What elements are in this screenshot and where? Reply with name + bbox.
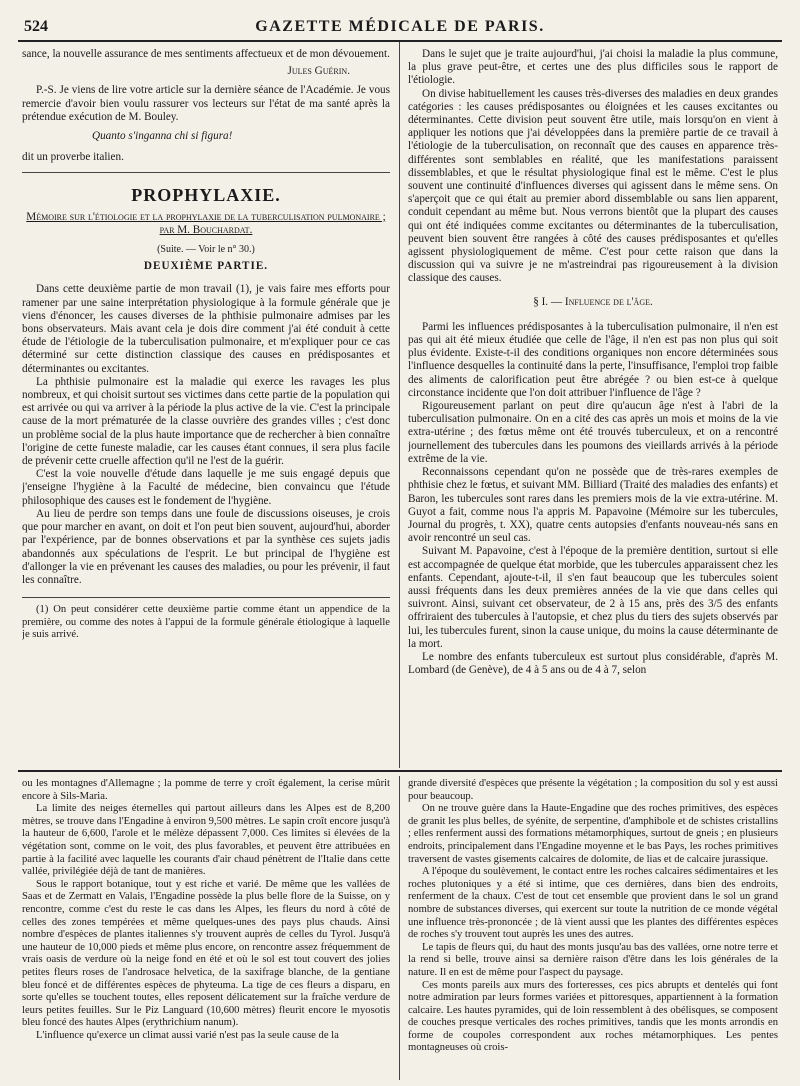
part-heading: DEUXIÈME PARTIE. (143, 260, 269, 273)
paragraph: Le tapis de fleurs qui, du haut des monts jusqu'au bas des vallées, orne notre terre et la rend si belle, trouve ainsi sa dernière raison d'être dans les lois générales de la nature. Il en est de même pour l'aspect du paysage. (408, 941, 778, 978)
continuation-note: (Suite. — Voir le n° 30.) (157, 244, 255, 256)
paragraph: C'est la voie nouvelle d'étude dans laquelle je me suis engagé depuis que j'enseigne l'hygiène à la Faculté de médecine, bien convaincu que l'étude philosophique des causes est le fondement de l'hygiène. (22, 468, 390, 507)
footnote: (1) On peut considérer cette deuxième partie comme étant un appendice de la première, ou comme des notes à l'appui de la formule générale étiologique à laquelle je suis arrivé. (22, 604, 390, 641)
paragraph: Dans le sujet que je traite aujourd'hui, j'ai choisi la maladie la plus commune, la plus grave peut-être, et certes une des plus difficiles sous le rapport de l'étiologie. (408, 48, 778, 87)
column-divider-lower (399, 776, 400, 1080)
section-title: PROPHYLAXIE. (131, 185, 281, 206)
paragraph: Reconnaissons cependant qu'on ne possède que de très-rares exemples de phthisie chez le fœtus, et suivant MM. Billiard (Traité des maladies des enfants) et Baron, les tubercules sont rares dans les premiers mois de la vie extra-utérine. M. Guyot a fait, comme nous l'a appris M. Papavoine (Mémoire sur les tubercules, Journal du progrès, t. XX), quatre cents autopsies d'enfants nouveau-nés sans en avoir rencontré un seul cas. (408, 466, 778, 545)
page-header (18, 14, 782, 42)
postscript: P.-S. Je viens de lire votre article sur la dernière séance de l'Académie. Je vous remercie d'avoir bien voulu rassurer vos lecteurs sur l'état de ma santé après la prétendue exécution de M. Bouley. (22, 84, 390, 123)
paragraph: Dans cette deuxième partie de mon travail (1), je vais faire mes efforts pour ramener par une saine interprétation physiologique à la formule générale que je viens d'énoncer, les causes diverses de la phthisie pulmonaire admises par les bons observateurs. Mais avant cela je dois dire comment j'ai été conduit à cette étude de l'étiologie de la tuberculisation pulmonaire, et m'expliquer pour ce cas déterminé sur cette distinction classique des causes en prédisposantes et déterminantes ou excitantes. (22, 283, 390, 375)
column-divider-upper (399, 42, 400, 768)
feuilleton-rule (18, 770, 782, 772)
section-rule (22, 172, 390, 173)
journal-title: GAZETTE MÉDICALE DE PARIS. (255, 18, 545, 35)
newspaper-page (18, 0, 782, 1086)
page-number: 524 (24, 18, 48, 35)
paragraph: Ces monts pareils aux murs des forteresses, ces pics abrupts et dentelés qui font notre admiration par leurs formes variées et pittoresques, appartiennent à la formation calcaire. Les hautes pyramides, qui de loin ressemblent à des obélisques, se composent de couches presque verticales des roches primitives, tandis que les monts arrondis en forme de coupoles correspondent aux roches métamorphiques. Les pentes montagneuses où crois- (408, 979, 778, 1054)
letter-closing: sance, la nouvelle assurance de mes sentiments affectueux et de mon dévouement. (22, 48, 390, 60)
paragraph: ou les montagnes d'Allemagne ; la pomme de terre y croît également, la cerise mûrit encore à Sils-Maria. (22, 778, 390, 802)
left-column (22, 48, 390, 760)
italian-quote: Quanto s'inganna chi si figura! (92, 130, 233, 143)
signature: Jules Guérin. (287, 65, 350, 78)
lower-left-column (22, 778, 390, 1080)
article-title: Mémoire sur l'étiologie et la prophylaxie de la tuberculisation pulmonaire ; par M. Bouchardat. (26, 210, 386, 236)
paragraph: Rigoureusement parlant on peut dire qu'aucun âge n'est à l'abri de la tuberculisation pulmonaire. On en a cité des cas après un mois et moins de la vie extra-utérine ; des fœtus même ont été trouvés tuberculeux, et on a rencontré journellement des tubercules dans les poumons des vieillards arrivés à la période extrême de la vie. (408, 400, 778, 465)
paragraph: La limite des neiges éternelles qui partout ailleurs dans les Alpes est de 8,200 mètres, se trouve dans l'Engadine à environ 9,500 mètres. Le sapin croît encore jusqu'à la hauteur de 6,600, l'arole et le mélèze dépassent 7,000. Ces limites si élevées de la végétation sont, comme on le voit, des plus favorables, et peuvent être attribuées en partie à la facilité avec laquelle les courants d'air chaud pénètrent de l'Italie dans cette vallée, privilégiée déjà de tant de manières. (22, 803, 390, 878)
paragraph: On ne trouve guère dans la Haute-Engadine que des roches primitives, des espèces de granit les plus belles, de syénite, de serpentine, d'amphibole et de schistes cristallins ; elles renferment aussi des formations métamorphiques, surtout de gneis ; en plusieurs endroits, principalement dans l'Engadine moyenne et le bas Pays, les roches primitives traversent de vastes gisements calcaires de dolomite, de lias et de calcaire jurassique. (408, 803, 778, 865)
paragraph: Le nombre des enfants tuberculeux est surtout plus considérable, d'après M. Lombard (de Genève), de 4 à 5 ans ou de 4 à 7, selon (408, 650, 778, 677)
paragraph: Parmi les influences prédisposantes à la tuberculisation pulmonaire, il n'en est pas qui ait été mieux étudiée que celle de l'âge, il n'en est pas non plus qui soit plus évidente. Existe-t-il des conditions organiques non encore déterminées sous l'influence desquelles la continuité dans la perte, l'insuffisance, l'emploi trop faible des aliments de calorification peut être abrégée ? ou bien est-ce à quelque circonstance incidente que l'on doit attribuer l'influence de l'âge ? (408, 320, 778, 399)
paragraph: On divise habituellement les causes très-diverses des maladies en deux grandes catégories : les causes prédisposantes ou éloignées et les causes excitantes ou déterminantes. Cette division peut souvent être utile, mais lorsqu'on en vient à appliquer les notions que j'ai développées dans la première partie de ce travail à l'étiologie de la tuberculisation, on reconnaît que des causes en apparence très-différentes sont semblables en réalité, que les manifestations paraissent dissemblables, et que le résultat physiologique final est le même. C'est le plus souvent une continuité d'influences diverses qui agissent dans le même sens. On s'aperçoit que ce qui était au premier abord dissemblable ou sans lien apparent, conduit cependant au même but. Nous verrons bientôt que la plupart des causes qui ont été indiquées comme excitantes ou déterminantes de la tuberculisation, peuvent bien souvent être rangées à côté des causes prédisposantes et qu'elles agissent physiologiquement de même. C'est pour cette raison que dans la discussion qui va suivre je ne m'astreindrai pas rigoureusement à la division classique des causes. (408, 87, 778, 285)
proverb-line: dit un proverbe italien. (22, 151, 124, 164)
paragraph: L'influence qu'exerce un climat aussi varié n'est pas la seule cause de la (36, 1029, 339, 1041)
paragraph: Sous le rapport botanique, tout y est riche et varié. De même que les vallées de Saas et de Zermatt en Valais, l'Engadine possède la plus belle flore de la Suisse, on y rencontre, comme c'est du reste le cas dans les Alpes, les fleurs du nord à côté de celles des zones tempérées et même quelques-unes des pays plus chauds. Ainsi nombre d'espèces de plantes italiennes s'y trouvent auprès de celles du Tyrol. Jusqu'à une hauteur de 10,000 pieds et même plus encore, on rencontre assez fréquemment de vrais oasis de verdure où la neige fond en été et où le sol est tout couvert des jolies petites fleurs roses de l'androsace helvetica, de la saxifrage blanche, de la gentiane bleu foncé et de différentes espèces de phyteuma. La tige de ces fleurs a disparu, en sorte qu'elles se touchent toutes, elles reposent délicatement sur la fraîche verdure de leurs petites feuilles. Sur le Piz Languard (10,600 mètres) fleurit encore le myosotis bleu foncé des hautes Alpes (erythrichium nanum). (22, 878, 390, 1029)
footnote-rule (22, 597, 390, 598)
paragraph: Suivant M. Papavoine, c'est à l'époque de la première dentition, surtout si elle est accompagnée de quelque état morbide, que les tubercules apparaissent chez les enfants. Cependant, ajoute-t-il, il s'en faut beaucoup que les tubercules soient aussi fréquents dans les deux premières années de la vie que dans celles qui suivront. Ainsi, suivant cet observateur, de 2 à 15 ans, près des 3/5 des enfants offriraient des tubercules à l'autopsie, et chez plus du tiers des sujets observés par lui, les tubercules furent, sinon la cause unique, du moins la cause déterminante de la mort. (408, 545, 778, 650)
right-column (408, 48, 778, 760)
paragraph: grande diversité d'espèces que présente la végétation ; la composition du sol y est aussi pour beaucoup. (408, 778, 778, 802)
section-heading: § I. — Influence de l'âge. (533, 295, 653, 308)
lower-right-column (408, 778, 778, 1080)
paragraph: Au lieu de perdre son temps dans une foule de discussions oiseuses, je crois que pour marcher en avant, on doit et l'on peut bien souvent, aujourd'hui, aborder par l'expérience, par de bonnes observations et par la synthèse ces sujets jadis abandonnés aux spéculations de l'esprit. Le but principal de l'hygiène est d'allonger la vie en prévenant les causes des maladies, ou pour les prévenir, il faut les connaître. (22, 507, 390, 586)
paragraph: A l'époque du soulèvement, le contact entre les roches calcaires sédimentaires et les roches plutoniques y a été si intime, que ces dernières, dans bien des endroits, renferment de la chaux. C'est de tout cet ensemble que provient dans le sol un grand nombre de substances diverses, qui exercent sur toute la nutrition de ce monde végétal une influence très-prononcée ; de là vient aussi que les plantes des différentes espèces de roches s'y trouvent tout auprès les unes des autres. (408, 866, 778, 941)
paragraph: La phthisie pulmonaire est la maladie qui exerce les ravages les plus nombreux, et qui choisit surtout ses victimes dans cette partie de la population qui est arrivée ou qui va arriver à la période la plus active de la vie. C'est la principale cause de la mort prématurée de la classe ouvrière des grandes villes ; c'est donc un problème social de la plus haute importance que de rechercher à bien connaître l'origine de cette funeste maladie, car les causes étant connues, il sera plus facile de prévenir cette cruelle affection qu'il ne l'est de la guérir. (22, 375, 390, 468)
